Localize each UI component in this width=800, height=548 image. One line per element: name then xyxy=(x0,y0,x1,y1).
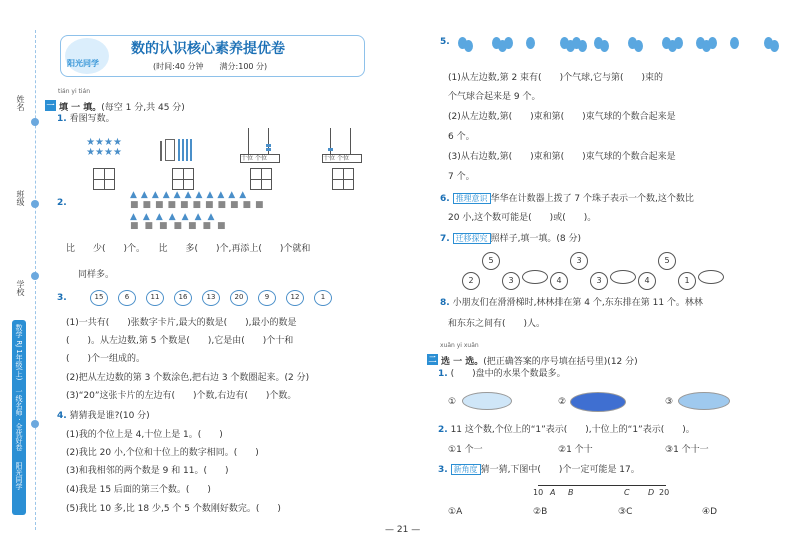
flower-number: 4 xyxy=(638,272,656,290)
binding-dot xyxy=(31,200,39,208)
q3-number: 3. xyxy=(57,293,67,303)
abacus-2 xyxy=(322,128,362,168)
part1-heading xyxy=(45,95,185,114)
line-label: D xyxy=(648,488,655,497)
c1-option[interactable]: ① xyxy=(448,397,457,407)
q8-line: 和东东之间有( )人。 xyxy=(448,319,546,329)
leaf-blank[interactable] xyxy=(522,270,548,284)
c3-option[interactable]: ①A xyxy=(448,507,463,517)
line-label: A xyxy=(550,488,556,497)
spine-banner xyxy=(12,320,26,515)
q5-line: 7 个。 xyxy=(448,172,475,182)
c2-number: 2. xyxy=(438,425,448,435)
balloon xyxy=(674,37,683,49)
logo-text: 阳光同学 xyxy=(67,59,99,68)
c2-option[interactable]: ①1 个一 xyxy=(448,445,483,455)
q2-number: 2. xyxy=(57,198,67,208)
number-card[interactable]: 11 xyxy=(146,290,164,306)
part2-note: (把正确答案的序号填在括号里)(12 分) xyxy=(483,357,638,367)
c2-option[interactable]: ③1 个十一 xyxy=(665,445,709,455)
part2-heading xyxy=(427,349,638,368)
q4-number: 4. xyxy=(57,411,67,421)
line-label: B xyxy=(568,488,574,497)
q5-line: 个气球合起来是 9 个。 xyxy=(448,92,541,102)
left-spine xyxy=(0,0,38,548)
answer-box[interactable] xyxy=(93,168,115,190)
q6-number: 6. xyxy=(440,194,450,204)
q3-line: (2)把从左边数的第 3 个数涂色,把右边 3 个数圈起来。(2 分) xyxy=(66,373,310,383)
plate-apples xyxy=(678,392,730,410)
q3-line: (3)“20”这张卡片的左边有( )个数,右边有( )个数。 xyxy=(66,391,297,401)
flower-number: 3 xyxy=(570,252,588,270)
flower-number: 5 xyxy=(482,252,500,270)
time-score: (时间:40 分钟 满分:100 分) xyxy=(153,62,268,71)
class-label: 班级 xyxy=(16,190,25,206)
q4-line: (5)我比 10 多,比 18 少,5 个 5 个数刚好数完。( ) xyxy=(66,504,281,514)
c3-number: 3. xyxy=(438,465,448,475)
abacus-1 xyxy=(240,128,280,168)
number-card[interactable]: 15 xyxy=(90,290,108,306)
part1-pinyin: tián yi tián xyxy=(58,88,91,95)
balloon xyxy=(600,40,609,52)
name-label: 姓名 xyxy=(16,95,25,111)
flower-number: 5 xyxy=(658,252,676,270)
plate-pears xyxy=(462,392,512,410)
balloon xyxy=(634,40,643,52)
c1-text: ( )盘中的水果个数最多。 xyxy=(450,369,566,379)
number-card[interactable]: 20 xyxy=(230,290,248,306)
leaf-blank[interactable] xyxy=(610,270,636,284)
balloon xyxy=(504,37,513,49)
c1-option[interactable]: ③ xyxy=(665,397,674,407)
q4-line: (4)我是 15 后面的第三个数。( ) xyxy=(66,485,211,495)
number-card[interactable]: 1 xyxy=(314,290,332,306)
binding-dot xyxy=(31,420,39,428)
q8-number: 8. xyxy=(440,298,450,308)
binding-dot xyxy=(31,272,39,280)
q2-line1: 比 少( )个。 比 多( )个,再添上( )个就和 xyxy=(66,244,311,254)
q7-tag: 迁移探究 xyxy=(453,233,491,244)
q5-number: 5. xyxy=(440,37,450,47)
stars-picture: ★★★★ ★★★★ xyxy=(86,137,122,158)
q1-text: 看图写数。 xyxy=(69,114,115,124)
q5-line: (2)从左边数,第( )束和第( )束气球的个数合起来是 xyxy=(448,112,676,122)
page-number: — 21 — xyxy=(385,525,421,535)
binding-line xyxy=(35,30,36,530)
c3-option[interactable]: ③C xyxy=(618,507,633,517)
c3-tag: 新角度 xyxy=(451,464,481,475)
q3-line: (1)一共有( )张数字卡片,最大的数是( ),最小的数是 xyxy=(66,318,297,328)
q7-number: 7. xyxy=(440,234,450,244)
q3-line: ( )个一组成的。 xyxy=(66,354,146,364)
balloon xyxy=(464,40,473,52)
c1-number: 1. xyxy=(438,369,448,379)
balloon xyxy=(526,37,535,49)
flower-number: 3 xyxy=(590,272,608,290)
section-marker: 二 xyxy=(428,355,437,364)
q7-text: 照样子,填一填。(8 分) xyxy=(490,234,582,244)
number-card[interactable]: 9 xyxy=(258,290,276,306)
section-marker: 一 xyxy=(46,101,55,110)
c3-option[interactable]: ②B xyxy=(533,507,548,517)
part2-title: 选 一 选。 xyxy=(441,357,484,367)
q5-line: (3)从右边数,第( )束和第( )束气球的个数合起来是 xyxy=(448,152,676,162)
q3-line: ( )。从左边数,第 5 个数是( ),它是由( )个十和 xyxy=(66,336,294,346)
answer-box[interactable] xyxy=(172,168,194,190)
q2-line2: 同样多。 xyxy=(78,270,115,280)
q4-title: 猜猜我是谁?(10 分) xyxy=(69,411,150,421)
q6-tag: 推理意识 xyxy=(453,193,491,204)
answer-box[interactable] xyxy=(332,168,354,190)
spine-book: 一线名师 · 全优好卷 xyxy=(15,388,23,451)
q5-line: 6 个。 xyxy=(448,132,475,142)
flower-number: 3 xyxy=(502,272,520,290)
balloon xyxy=(770,40,779,52)
spine-brand: 阳光同学 xyxy=(15,462,23,490)
line-label: 20 xyxy=(659,488,670,497)
q1-number: 1. xyxy=(57,114,67,124)
q4-line: (3)和我相邻的两个数是 9 和 11。( ) xyxy=(66,466,229,476)
abacus-label: 十位 个位 xyxy=(322,154,362,163)
balloon xyxy=(708,37,717,49)
part1-note: (每空 1 分,共 45 分) xyxy=(101,103,185,113)
q6-line: 华华在计数器上拨了 7 个珠子表示一个数,这个数比 xyxy=(490,194,694,204)
binding-dot xyxy=(31,118,39,126)
part1-title: 填 一 填。 xyxy=(59,103,102,113)
number-card[interactable]: 12 xyxy=(286,290,304,306)
houses-picture: ▲▲▲▲▲▲▲▲▲▲▲ ■■■■■■■■■■■ ▲▲▲▲▲▲▲ ■■■■■■■ xyxy=(130,190,268,231)
c1-option[interactable]: ② xyxy=(558,397,567,407)
abacus-label: 十位 个位 xyxy=(240,154,280,163)
answer-box[interactable] xyxy=(250,168,272,190)
part2-pinyin: xuǎn yi xuǎn xyxy=(440,342,479,349)
flower-number: 4 xyxy=(550,272,568,290)
leaf-blank[interactable] xyxy=(698,270,724,284)
q4-line: (2)我比 20 小,个位和十位上的数字相同。( ) xyxy=(66,448,259,458)
flower-number: 2 xyxy=(462,272,480,290)
q4-line: (1)我的个位上是 4,十位上是 1。( ) xyxy=(66,430,223,440)
sticks-picture xyxy=(160,135,200,163)
number-card[interactable]: 6 xyxy=(118,290,136,306)
line-label: C xyxy=(624,488,630,497)
c2-text: 11 这个数,个位上的“1”表示( ),十位上的“1”表示( )。 xyxy=(450,425,695,435)
page-title: 数的认识核心素养提优卷 xyxy=(131,41,285,57)
number-card[interactable]: 16 xyxy=(174,290,192,306)
q1 xyxy=(57,113,115,125)
c3-option[interactable]: ④D xyxy=(702,507,717,517)
q8-line: 小朋友们在滑滑梯时,林林排在第 4 个,东东排在第 11 个。林林 xyxy=(452,298,703,308)
c2-option[interactable]: ②1 个十 xyxy=(558,445,593,455)
number-line xyxy=(538,485,666,486)
c3-text: 猜一猜,下图中( )个一定可能是 17。 xyxy=(480,465,640,475)
number-card[interactable]: 13 xyxy=(202,290,220,306)
line-label: 10 xyxy=(533,488,544,497)
flower-number: 1 xyxy=(678,272,696,290)
q6-line: 20 小,这个数可能是( )或( )。 xyxy=(448,213,597,223)
spine-subject: 数学 RJ 1年级(上) xyxy=(15,324,23,381)
q5-line: (1)从左边数,第 2 束有( )个气球,它与第( )束的 xyxy=(448,73,663,83)
balloon xyxy=(730,37,739,49)
plate-grapes xyxy=(570,392,626,412)
balloon xyxy=(578,40,587,52)
school-label: 学校 xyxy=(16,280,25,296)
title-box xyxy=(60,35,365,77)
